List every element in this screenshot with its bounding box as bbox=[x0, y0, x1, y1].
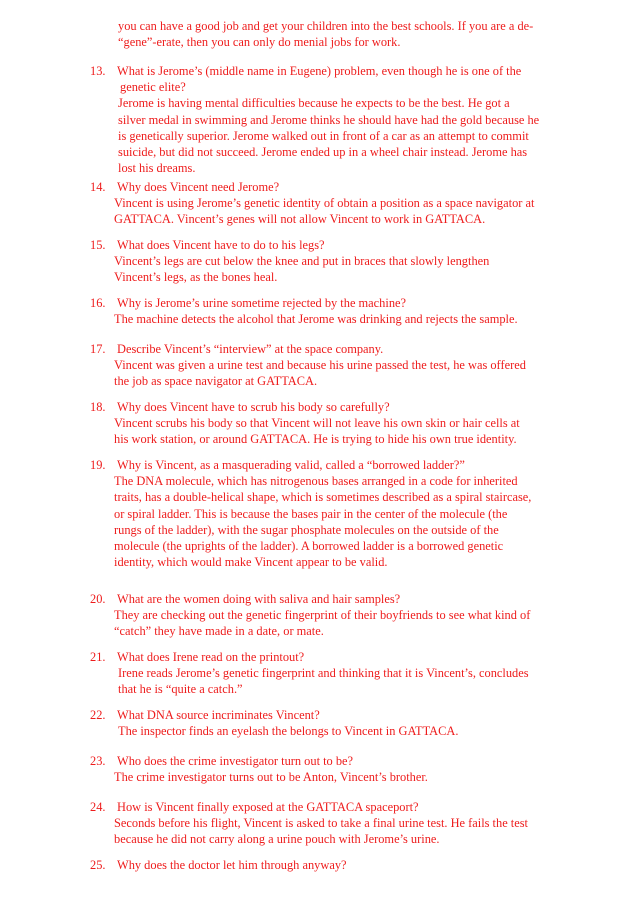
question-text: Describe Vincent’s “interview” at the space company. bbox=[117, 342, 384, 356]
answer-text: The inspector finds an eyelash the belongs to Vincent in GATTACA. bbox=[118, 724, 459, 739]
question-text: Why does Vincent need Jerome? bbox=[117, 180, 280, 194]
question-number: 18. bbox=[90, 400, 106, 414]
question-number: 17. bbox=[90, 342, 106, 356]
question-23 bbox=[90, 753, 610, 785]
question-text: What is Jerome’s (middle name in Eugene) problem, even though he is one of the genetic elite? bbox=[117, 64, 522, 95]
question-22 bbox=[90, 707, 610, 739]
answer-text: The machine detects the alcohol that Jerome was drinking and rejects the sample. bbox=[114, 312, 518, 327]
question-number: 20. bbox=[90, 592, 106, 606]
question-13 bbox=[90, 63, 610, 176]
intro-line: you can have a good job and get your children into the best schools. If you are a de- bbox=[118, 19, 534, 33]
question-text: Why does Vincent have to scrub his body so carefully? bbox=[117, 400, 390, 414]
question-18 bbox=[90, 399, 610, 448]
question-25 bbox=[90, 857, 610, 873]
question-text: What DNA source incriminates Vincent? bbox=[117, 708, 320, 722]
question-number: 19. bbox=[90, 458, 106, 472]
question-16 bbox=[90, 295, 610, 327]
question-text: How is Vincent finally exposed at the GATTACA spaceport? bbox=[117, 800, 419, 814]
question-text: Why is Vincent, as a masquerading valid, called a “borrowed ladder?” bbox=[117, 458, 465, 472]
answer-text: Vincent was given a urine test and because his urine passed the test, he was offered the job as space navigator at GATTACA. bbox=[114, 358, 526, 389]
question-number: 16. bbox=[90, 296, 106, 310]
answer-text: Jerome is having mental difficulties because he expects to be the best. He got a silver medal in swimming and Jerome thinks he should have had the gold because he is genetically superior. Jerome walked out in front of a car as an attempt to commit suicide, but did not succeed. Jerome ended up in a wheel chair instead. Jerome has lost his dreams. bbox=[118, 96, 540, 176]
answer-text: Vincent is using Jerome’s genetic identity of obtain a position as a space navigator at GATTACA. Vincent’s genes will not allow Vincent to work in GATTACA. bbox=[114, 196, 535, 227]
question-number: 24. bbox=[90, 800, 106, 814]
question-24 bbox=[90, 799, 610, 848]
question-text: What does Vincent have to do to his legs? bbox=[117, 238, 325, 252]
question-14 bbox=[90, 179, 610, 228]
question-number: 23. bbox=[90, 754, 106, 768]
answer-text: They are checking out the genetic fingerprint of their boyfriends to see what kind of “catch” they have made in a date, or mate. bbox=[114, 608, 531, 639]
question-number: 13. bbox=[90, 64, 106, 78]
answer-text: Seconds before his flight, Vincent is asked to take a final urine test. He fails the test because he did not carry along a urine pouch with Jerome’s urine. bbox=[114, 816, 529, 847]
question-number: 21. bbox=[90, 650, 106, 664]
intro-paragraph bbox=[118, 18, 618, 50]
question-number: 22. bbox=[90, 708, 106, 722]
question-number: 15. bbox=[90, 238, 106, 252]
question-text: Why is Jerome’s urine sometime rejected by the machine? bbox=[117, 296, 407, 310]
answer-text: Vincent scrubs his body so that Vincent will not leave his own skin or hair cells at his work station, or around GATTACA. He is trying to hide his own true identity. bbox=[114, 416, 520, 447]
answer-text: The crime investigator turns out to be Anton, Vincent’s brother. bbox=[114, 770, 428, 785]
question-20 bbox=[90, 591, 610, 640]
question-number: 25. bbox=[90, 858, 106, 872]
question-text: Why does the doctor let him through anyway? bbox=[117, 858, 347, 872]
question-text: What are the women doing with saliva and hair samples? bbox=[117, 592, 401, 606]
question-text: What does Irene read on the printout? bbox=[117, 650, 305, 664]
question-21 bbox=[90, 649, 610, 698]
question-15 bbox=[90, 237, 610, 286]
question-19 bbox=[90, 457, 610, 570]
question-17 bbox=[90, 341, 610, 390]
answer-text: Vincent’s legs are cut below the knee and put in braces that slowly lengthen Vincent’s legs, as the bones heal. bbox=[114, 254, 490, 285]
answer-text: The DNA molecule, which has nitrogenous bases arranged in a code for inherited traits, has a double-helical shape, which is sometimes described as a spiral staircase, or spiral ladder. This is because the bases pair in the center of the molecule (the rungs of the ladder), with the sugar phosphate molecules on the outside of the molecule (the uprights of the ladder). A borrowed ladder is a borrowed genetic identity, which would make Vincent appear to be valid. bbox=[114, 474, 532, 570]
intro-line: “gene”-erate, then you can only do menial jobs for work. bbox=[118, 35, 401, 50]
answer-text: Irene reads Jerome’s genetic fingerprint and thinking that it is Vincent’s, concludes that he is “quite a catch.” bbox=[118, 666, 529, 697]
question-number: 14. bbox=[90, 180, 106, 194]
question-text: Who does the crime investigator turn out to be? bbox=[117, 754, 354, 768]
